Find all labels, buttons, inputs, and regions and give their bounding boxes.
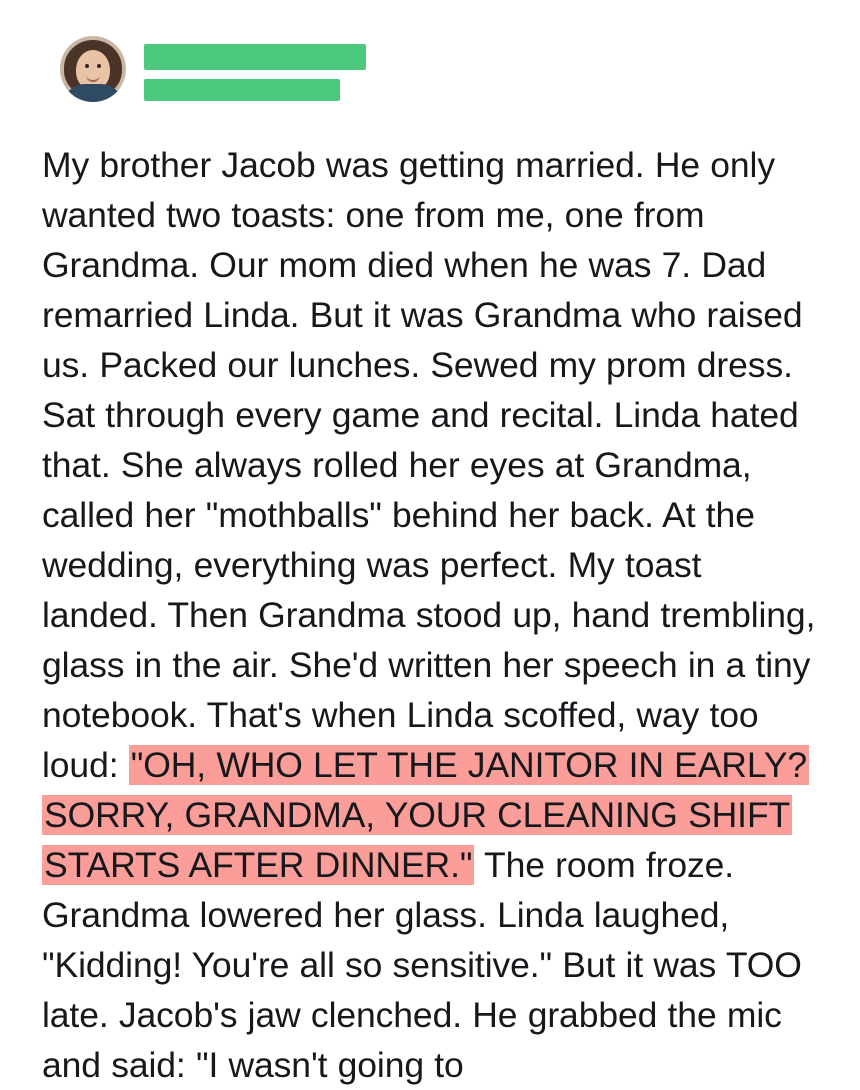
post-text-after-highlight: The room froze. Grandma lowered her glass. Linda laughed, "Kidding! You're all so sensitive." But it was TOO late. Jacob's jaw clenched. He grabbed the mic and said: "I wasn't going to bbox=[42, 845, 802, 1085]
post-header bbox=[30, 30, 830, 126]
avatar-eye-right bbox=[97, 64, 101, 68]
avatar[interactable] bbox=[60, 36, 126, 102]
post-text-before-highlight: My brother Jacob was getting married. He only wanted two toasts: one from me, one from Grandma. Our mom died when he was 7. Dad remarried Linda. But it was Grandma who raised us. Packed our lunches. Sewed my prom dress. Sat through every game and recital. Linda hated that. She always rolled her eyes at Grandma, called her "mothballs" behind her back. At the wedding, everything was perfect. My toast landed. Then Grandma stood up, hand trembling, glass in the air. She'd written her speech in a tiny notebook. That's when Linda scoffed, way too loud: bbox=[42, 145, 816, 785]
avatar-eye-left bbox=[85, 64, 89, 68]
author-handle-redacted bbox=[144, 79, 340, 101]
author-name-redacted bbox=[144, 44, 366, 70]
post-text bbox=[30, 140, 830, 1090]
author-name-block bbox=[144, 30, 366, 101]
post-text-highlighted: "OH, WHO LET THE JANITOR IN EARLY? SORRY, GRANDMA, YOUR CLEANING SHIFT STARTS AFTER DINNER." bbox=[44, 745, 808, 885]
